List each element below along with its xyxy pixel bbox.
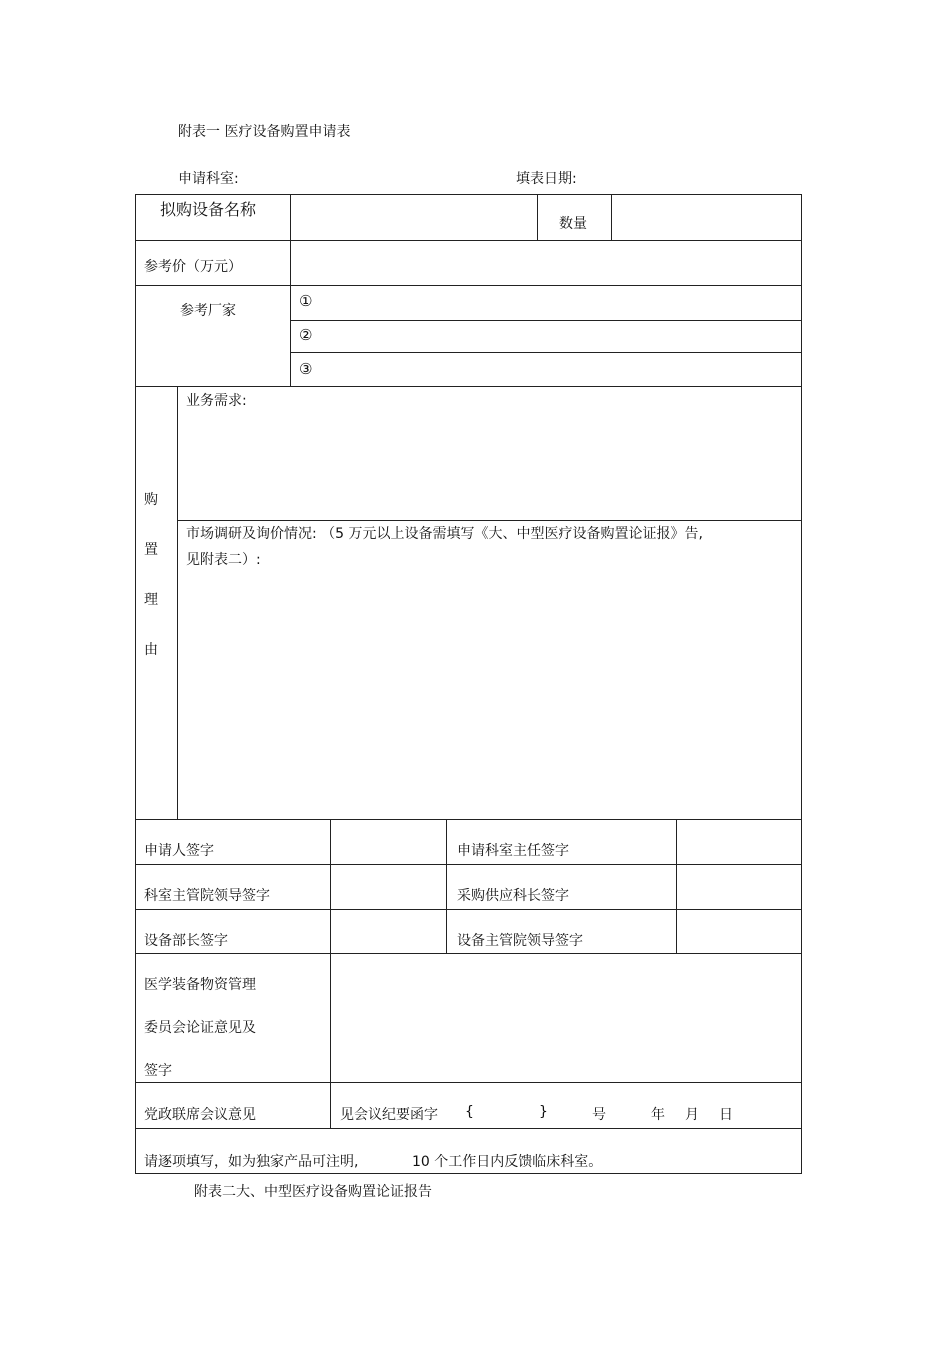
dept-leader-signature-label: 科室主管院领导签字 bbox=[144, 888, 270, 904]
minutes-number-label: 号 bbox=[592, 1107, 606, 1123]
column-divider bbox=[290, 194, 291, 386]
meeting-minutes-label: 见会议纪要函字 bbox=[340, 1107, 438, 1123]
vendor-marker-1: ① bbox=[299, 292, 313, 310]
vendor-marker-3: ③ bbox=[299, 360, 313, 378]
reason-label-char: 由 bbox=[144, 642, 158, 658]
column-divider bbox=[177, 386, 178, 819]
next-table-title: 附表二大、中型医疗设备购置论证报告 bbox=[194, 1184, 432, 1200]
row-divider bbox=[135, 819, 802, 820]
equipment-name-label: 拟购设备名称 bbox=[160, 200, 257, 219]
minutes-year-label: 年 bbox=[651, 1107, 665, 1123]
minutes-bracket-close: } bbox=[539, 1104, 548, 1120]
row-divider bbox=[135, 240, 802, 241]
minutes-bracket-open: { bbox=[465, 1104, 474, 1120]
applicant-signature-label: 申请人签字 bbox=[144, 843, 214, 859]
market-research-label-cont: 见附表二）: bbox=[186, 552, 261, 568]
reference-price-label: 参考价（万元） bbox=[144, 259, 242, 275]
equipment-leader-signature-label: 设备主管院领导签字 bbox=[457, 933, 583, 949]
quantity-label: 数量 bbox=[559, 216, 587, 232]
column-divider bbox=[330, 819, 331, 1128]
row-divider bbox=[135, 909, 802, 910]
form-title: 附表一 医疗设备购置申请表 bbox=[178, 124, 351, 140]
reason-label-char: 理 bbox=[144, 592, 158, 608]
row-divider bbox=[135, 1082, 802, 1083]
reason-label-char: 置 bbox=[144, 542, 158, 558]
row-divider bbox=[290, 352, 802, 353]
row-divider bbox=[135, 864, 802, 865]
minutes-month-label: 月 bbox=[685, 1107, 699, 1123]
reason-label-char: 购 bbox=[144, 492, 158, 508]
column-divider bbox=[537, 194, 538, 240]
party-meeting-label: 党政联席会议意见 bbox=[144, 1107, 256, 1123]
fill-date-label: 填表日期: bbox=[516, 171, 577, 187]
vendor-marker-2: ② bbox=[299, 326, 313, 344]
column-divider bbox=[676, 819, 677, 953]
committee-opinion-label: 医学装备物资管理 bbox=[144, 977, 256, 993]
procurement-chief-signature-label: 采购供应科长签字 bbox=[457, 888, 569, 904]
market-research-label: 市场调研及询价情况: （5 万元以上设备需填写《大、中型医疗设备购置论证报》告, bbox=[186, 526, 703, 542]
column-divider bbox=[611, 194, 612, 240]
row-divider bbox=[135, 1128, 802, 1129]
applying-department-label: 申请科室: bbox=[178, 171, 239, 187]
row-divider bbox=[135, 386, 802, 387]
committee-opinion-label: 签字 bbox=[144, 1063, 172, 1079]
row-divider bbox=[177, 520, 802, 521]
row-divider bbox=[135, 953, 802, 954]
column-divider bbox=[446, 819, 447, 953]
business-need-label: 业务需求: bbox=[186, 393, 247, 409]
dept-director-signature-label: 申请科室主任签字 bbox=[457, 843, 569, 859]
row-divider bbox=[135, 285, 802, 286]
reference-vendor-label: 参考厂家 bbox=[180, 303, 236, 319]
row-divider bbox=[290, 320, 802, 321]
instruction-note-cont: 10 个工作日内反馈临床科室。 bbox=[412, 1154, 603, 1170]
instruction-note: 请逐项填写，如为独家产品可注明, bbox=[144, 1154, 359, 1170]
minutes-day-label: 日 bbox=[719, 1107, 733, 1123]
equipment-minister-signature-label: 设备部长签字 bbox=[144, 933, 228, 949]
committee-opinion-label: 委员会论证意见及 bbox=[144, 1020, 256, 1036]
